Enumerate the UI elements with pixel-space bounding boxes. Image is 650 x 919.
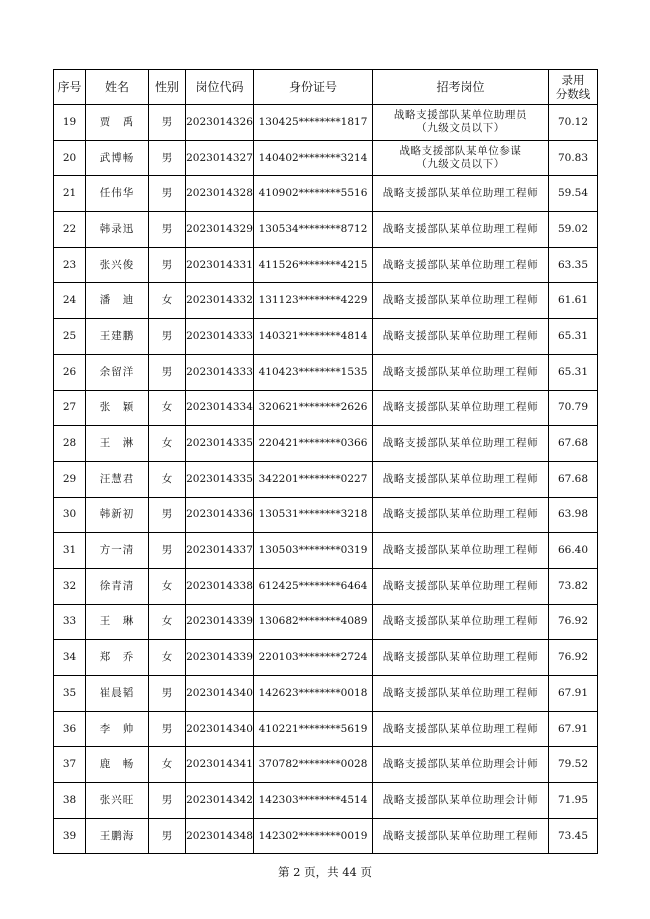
cell-id-number: 130503********0319: [254, 533, 373, 569]
cell-gender: 男: [149, 140, 186, 176]
cell-gender: 女: [149, 283, 186, 319]
cell-name: 汪慧君: [86, 461, 149, 497]
table-row: [54, 568, 598, 604]
table-row: [54, 390, 598, 426]
cell-score: 67.91: [549, 711, 598, 747]
cell-seq: 36: [54, 711, 86, 747]
cell-id-number: 130682********4089: [254, 604, 373, 640]
cell-position: 战略支援部队某单位助理工程师: [373, 568, 549, 604]
cell-post-code: 2023014329: [186, 212, 254, 248]
cell-gender: 男: [149, 319, 186, 355]
table-row: [54, 711, 598, 747]
cell-score: 65.31: [549, 354, 598, 390]
cell-score: 59.54: [549, 176, 598, 212]
cell-seq: 31: [54, 533, 86, 569]
cell-seq: 25: [54, 319, 86, 355]
cell-id-number: 370782********0028: [254, 747, 373, 783]
cell-seq: 19: [54, 105, 86, 141]
cell-score: 70.12: [549, 105, 598, 141]
cell-post-code: 2023014334: [186, 390, 254, 426]
page-footer: 第 2 页，共 44 页: [277, 865, 373, 879]
cell-id-number: 411526********4215: [254, 247, 373, 283]
cell-seq: 32: [54, 568, 86, 604]
cell-gender: 女: [149, 390, 186, 426]
cell-position: 战略支援部队某单位助理工程师: [373, 247, 549, 283]
cell-post-code: 2023014333: [186, 354, 254, 390]
table-row: [54, 105, 598, 141]
cell-position: 战略支援部队某单位助理会计师: [373, 783, 549, 819]
table-row: [54, 783, 598, 819]
table-body: [54, 105, 598, 854]
cell-score: 59.02: [549, 212, 598, 248]
cell-position: 战略支援部队某单位助理工程师: [373, 818, 549, 854]
cell-seq: 22: [54, 212, 86, 248]
cell-gender: 男: [149, 783, 186, 819]
cell-name: 武博畅: [86, 140, 149, 176]
header-gender: 性别: [149, 70, 186, 105]
cell-position: 战略支援部队某单位助理工程师: [373, 604, 549, 640]
cell-gender: 女: [149, 461, 186, 497]
cell-score: 65.31: [549, 319, 598, 355]
cell-seq: 29: [54, 461, 86, 497]
cell-post-code: 2023014342: [186, 783, 254, 819]
cell-name: 李 帅: [86, 711, 149, 747]
cell-position: 战略支援部队某单位助理工程师: [373, 283, 549, 319]
cell-name: 韩新初: [86, 497, 149, 533]
cell-id-number: 320621********2626: [254, 390, 373, 426]
cell-id-number: 142303********4514: [254, 783, 373, 819]
cell-gender: 男: [149, 676, 186, 712]
cell-score: 73.45: [549, 818, 598, 854]
cell-post-code: 2023014326: [186, 105, 254, 141]
cell-post-code: 2023014335: [186, 461, 254, 497]
cell-id-number: 220421********0366: [254, 426, 373, 462]
cell-position: 战略支援部队某单位助理工程师: [373, 533, 549, 569]
cell-seq: 28: [54, 426, 86, 462]
cell-name: 贾 禹: [86, 105, 149, 141]
cell-gender: 男: [149, 212, 186, 248]
cell-seq: 35: [54, 676, 86, 712]
cell-seq: 24: [54, 283, 86, 319]
header-score: 录用 分数线: [549, 70, 598, 105]
cell-seq: 39: [54, 818, 86, 854]
cell-position: 战略支援部队某单位助理工程师: [373, 176, 549, 212]
cell-post-code: 2023014332: [186, 283, 254, 319]
cell-gender: 女: [149, 747, 186, 783]
header-name: 姓名: [86, 70, 149, 105]
table-row: [54, 140, 598, 176]
cell-position: 战略支援部队某单位助理工程师: [373, 319, 549, 355]
cell-gender: 女: [149, 426, 186, 462]
table-row: [54, 212, 598, 248]
cell-gender: 男: [149, 247, 186, 283]
cell-seq: 23: [54, 247, 86, 283]
admission-score-table: [53, 69, 598, 854]
cell-score: 61.61: [549, 283, 598, 319]
cell-position: 战略支援部队某单位助理员 （九级文员以下）: [373, 105, 549, 141]
cell-id-number: 410221********5619: [254, 711, 373, 747]
cell-name: 王建鹏: [86, 319, 149, 355]
table-row: [54, 818, 598, 854]
cell-id-number: 140321********4814: [254, 319, 373, 355]
cell-score: 67.68: [549, 461, 598, 497]
table-row: [54, 354, 598, 390]
cell-gender: 男: [149, 497, 186, 533]
cell-name: 张 颖: [86, 390, 149, 426]
cell-seq: 37: [54, 747, 86, 783]
cell-score: 79.52: [549, 747, 598, 783]
table-row: [54, 283, 598, 319]
cell-name: 潘 迪: [86, 283, 149, 319]
cell-position: 战略支援部队某单位助理工程师: [373, 426, 549, 462]
cell-seq: 20: [54, 140, 86, 176]
table-row: [54, 247, 598, 283]
cell-post-code: 2023014336: [186, 497, 254, 533]
cell-name: 王 淋: [86, 426, 149, 462]
table-row: [54, 640, 598, 676]
cell-gender: 女: [149, 568, 186, 604]
cell-position: 战略支援部队某单位助理会计师: [373, 747, 549, 783]
cell-id-number: 140402********3214: [254, 140, 373, 176]
cell-name: 鹿 畅: [86, 747, 149, 783]
cell-id-number: 410423********1535: [254, 354, 373, 390]
cell-position: 战略支援部队某单位助理工程师: [373, 354, 549, 390]
table-header: [54, 70, 598, 105]
cell-post-code: 2023014340: [186, 711, 254, 747]
cell-gender: 女: [149, 640, 186, 676]
cell-post-code: 2023014327: [186, 140, 254, 176]
cell-id-number: 612425********6464: [254, 568, 373, 604]
cell-post-code: 2023014337: [186, 533, 254, 569]
cell-score: 76.92: [549, 640, 598, 676]
cell-name: 张兴俊: [86, 247, 149, 283]
cell-id-number: 142623********0018: [254, 676, 373, 712]
cell-name: 郑 乔: [86, 640, 149, 676]
cell-position: 战略支援部队某单位助理工程师: [373, 676, 549, 712]
cell-seq: 30: [54, 497, 86, 533]
cell-id-number: 130534********8712: [254, 212, 373, 248]
cell-seq: 38: [54, 783, 86, 819]
cell-position: 战略支援部队某单位助理工程师: [373, 212, 549, 248]
table-row: [54, 461, 598, 497]
cell-score: 70.83: [549, 140, 598, 176]
cell-position: 战略支援部队某单位助理工程师: [373, 640, 549, 676]
cell-score: 63.35: [549, 247, 598, 283]
cell-id-number: 130531********3218: [254, 497, 373, 533]
table-row: [54, 676, 598, 712]
cell-seq: 26: [54, 354, 86, 390]
cell-post-code: 2023014341: [186, 747, 254, 783]
cell-post-code: 2023014335: [186, 426, 254, 462]
cell-name: 方一清: [86, 533, 149, 569]
table-row: [54, 497, 598, 533]
cell-post-code: 2023014339: [186, 604, 254, 640]
cell-position: 战略支援部队某单位助理工程师: [373, 390, 549, 426]
cell-post-code: 2023014331: [186, 247, 254, 283]
header-row: [54, 70, 598, 105]
header-post-code: 岗位代码: [186, 70, 254, 105]
cell-name: 张兴旺: [86, 783, 149, 819]
cell-post-code: 2023014348: [186, 818, 254, 854]
cell-gender: 男: [149, 176, 186, 212]
cell-position: 战略支援部队某单位参谋 （九级文员以下）: [373, 140, 549, 176]
cell-score: 70.79: [549, 390, 598, 426]
table-row: [54, 747, 598, 783]
cell-gender: 男: [149, 711, 186, 747]
table-row: [54, 604, 598, 640]
cell-name: 韩录迅: [86, 212, 149, 248]
cell-seq: 34: [54, 640, 86, 676]
cell-score: 67.91: [549, 676, 598, 712]
cell-gender: 男: [149, 533, 186, 569]
cell-gender: 女: [149, 604, 186, 640]
cell-name: 任伟华: [86, 176, 149, 212]
cell-seq: 21: [54, 176, 86, 212]
cell-name: 余留洋: [86, 354, 149, 390]
header-seq: 序号: [54, 70, 86, 105]
cell-id-number: 142302********0019: [254, 818, 373, 854]
cell-post-code: 2023014333: [186, 319, 254, 355]
cell-name: 徐青清: [86, 568, 149, 604]
table-row: [54, 426, 598, 462]
cell-seq: 33: [54, 604, 86, 640]
cell-id-number: 342201********0227: [254, 461, 373, 497]
cell-name: 王 琳: [86, 604, 149, 640]
table-row: [54, 319, 598, 355]
cell-position: 战略支援部队某单位助理工程师: [373, 711, 549, 747]
cell-name: 王鹏海: [86, 818, 149, 854]
cell-score: 71.95: [549, 783, 598, 819]
cell-score: 76.92: [549, 604, 598, 640]
cell-post-code: 2023014339: [186, 640, 254, 676]
cell-post-code: 2023014340: [186, 676, 254, 712]
cell-id-number: 410902********5516: [254, 176, 373, 212]
cell-score: 66.40: [549, 533, 598, 569]
cell-score: 73.82: [549, 568, 598, 604]
table-row: [54, 533, 598, 569]
cell-score: 67.68: [549, 426, 598, 462]
cell-post-code: 2023014338: [186, 568, 254, 604]
cell-name: 崔晨韬: [86, 676, 149, 712]
header-position: 招考岗位: [373, 70, 549, 105]
cell-id-number: 220103********2724: [254, 640, 373, 676]
cell-position: 战略支援部队某单位助理工程师: [373, 497, 549, 533]
cell-post-code: 2023014328: [186, 176, 254, 212]
cell-id-number: 131123********4229: [254, 283, 373, 319]
cell-gender: 男: [149, 818, 186, 854]
cell-gender: 男: [149, 105, 186, 141]
cell-gender: 男: [149, 354, 186, 390]
cell-id-number: 130425********1817: [254, 105, 373, 141]
cell-position: 战略支援部队某单位助理工程师: [373, 461, 549, 497]
header-id-number: 身份证号: [254, 70, 373, 105]
cell-score: 63.98: [549, 497, 598, 533]
cell-seq: 27: [54, 390, 86, 426]
table-row: [54, 176, 598, 212]
